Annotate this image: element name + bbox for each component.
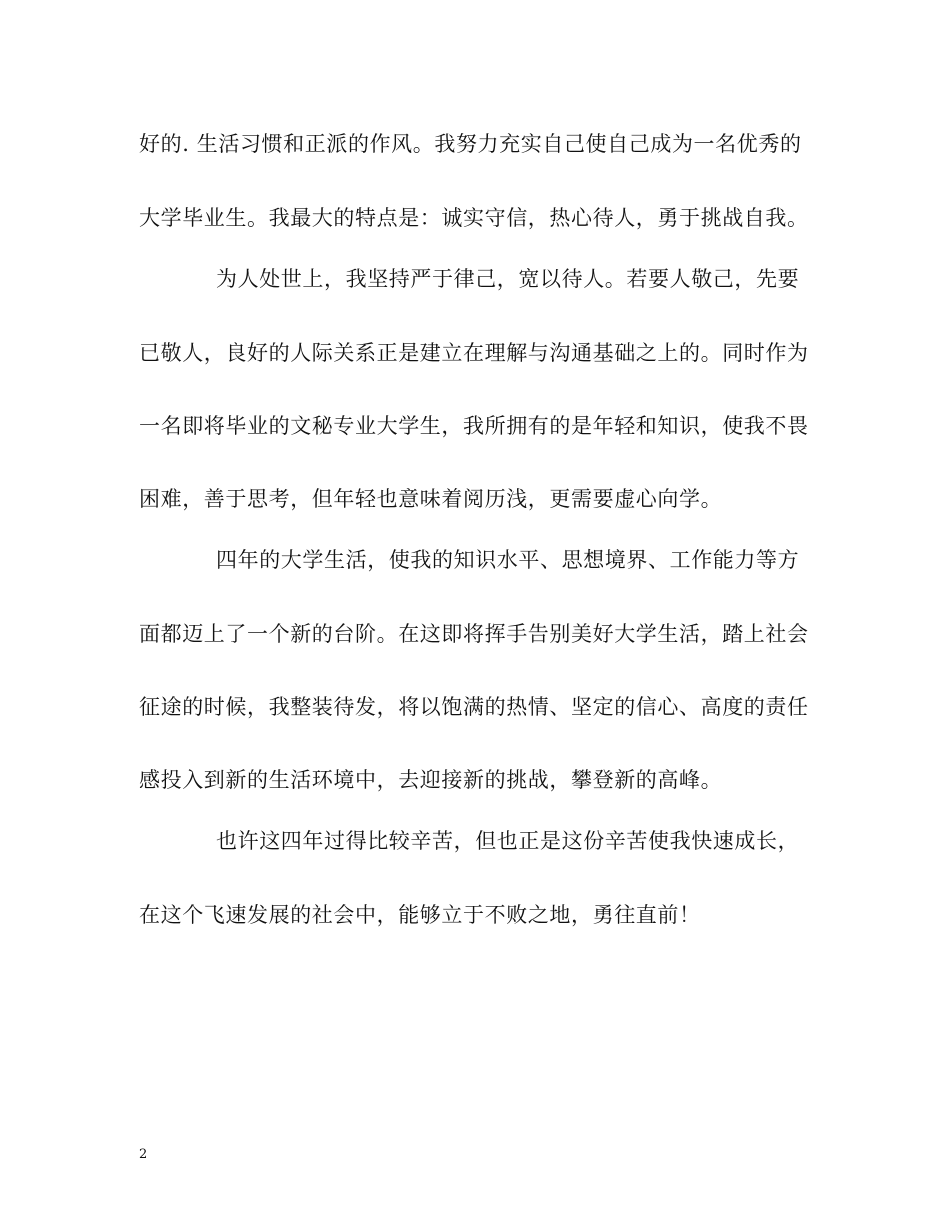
text-line: 面都迈上了一个新的台阶。在这即将挥手告别美好大学生活，踏上社会 (139, 622, 809, 646)
text-line: 感投入到新的生活环境中，去迎接新的挑战，攀登新的高峰。 (139, 768, 723, 792)
paragraph-start-line: 也许这四年过得比较辛苦，但也正是这份辛苦使我快速成长， (216, 829, 800, 853)
text-line: 大学毕业生。我最大的特点是：诚实守信，热心待人，勇于挑战自我。 (139, 206, 809, 230)
text-line: 已敬人，良好的人际关系正是建立在理解与沟通基础之上的。同时作为 (139, 341, 809, 365)
text-line: 困难，善于思考，但年轻也意味着阅历浅，更需要虚心向学。 (139, 487, 723, 511)
paragraph-start-line: 为人处世上，我坚持严于律己，宽以待人。若要人敬己，先要 (216, 267, 800, 291)
text-line: 一名即将毕业的文秘专业大学生，我所拥有的是年轻和知识，使我不畏 (139, 414, 809, 438)
text-line: 在这个飞速发展的社会中，能够立于不败之地，勇往直前！ (139, 903, 701, 927)
text-line: 征途的时候，我整装待发，将以饱满的热情、坚定的信心、高度的责任 (139, 695, 809, 719)
paragraph-start-line: 四年的大学生活，使我的知识水平、思想境界、工作能力等方 (216, 548, 800, 572)
page-number: 2 (139, 1147, 148, 1162)
text-line: 好的. 生活习惯和正派的作风。我努力充实自己使自己成为一名优秀的 (139, 132, 802, 156)
